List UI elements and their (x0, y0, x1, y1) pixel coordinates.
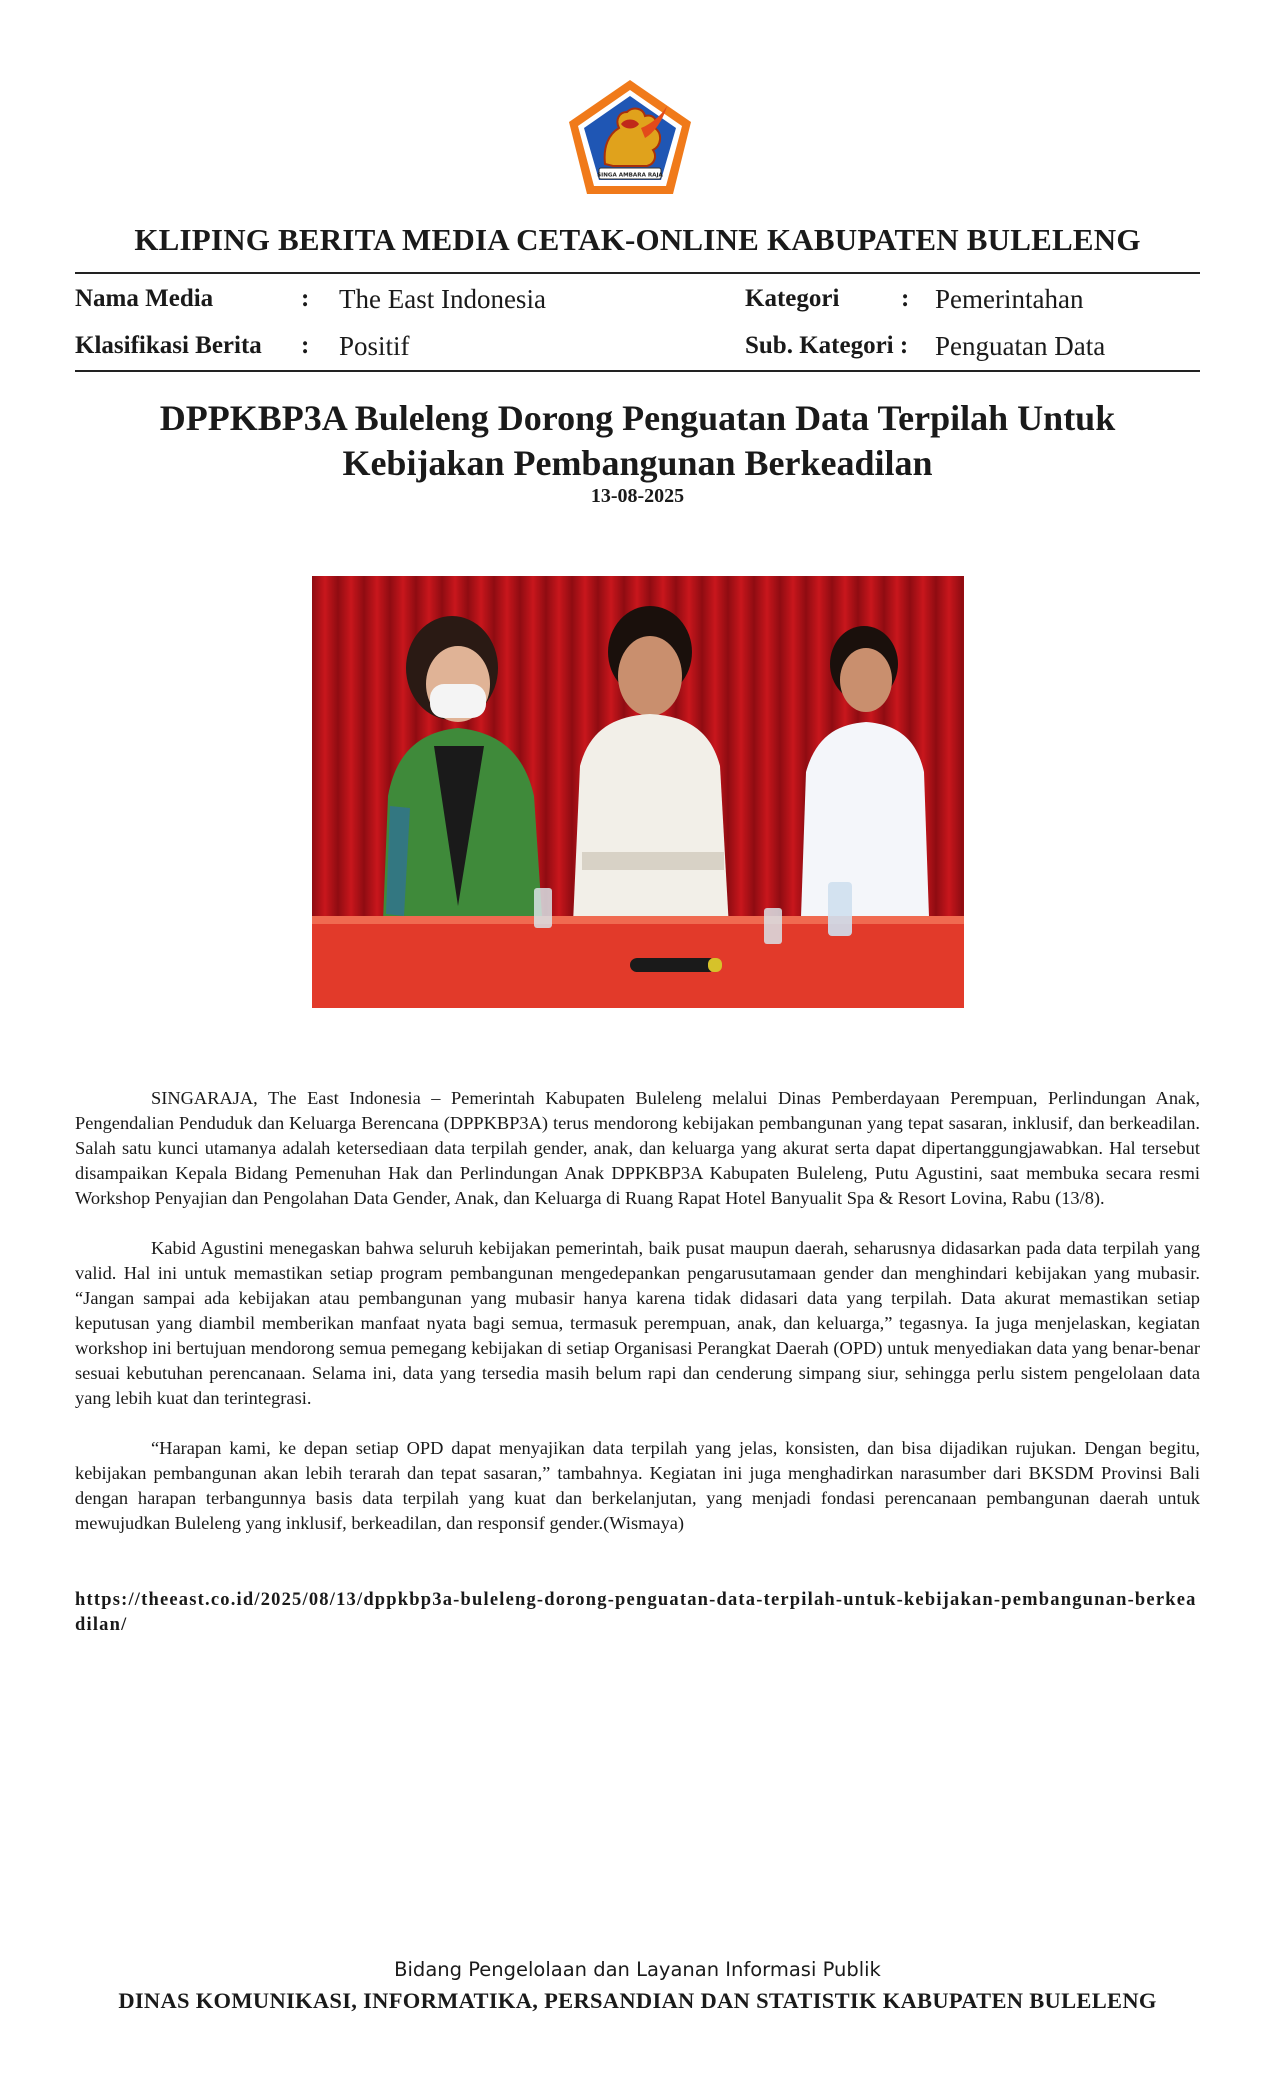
source-url-link[interactable]: https://theeast.co.id/2025/08/13/dppkbp3a-buleleng-dorong-penguatan-data-terpilah-untuk-kebijakan-pembangunan-berkeadilan/ (75, 1590, 1197, 1635)
nama-media-colon: : (301, 285, 310, 312)
kategori-value: Pemerintahan (935, 284, 1084, 314)
nama-media-value: The East Indonesia (339, 284, 546, 314)
article-paragraph-1: SINGARAJA, The East Indonesia – Pemerintah Kabupaten Buleleng melalui Dinas Pemberdayaan Perempuan, Perlindungan Anak, Pengendalian Penduduk dan Keluarga Berencana (DPPKBP3A) terus mendorong kebijakan pembangunan yang tepat sasaran, inklusif, dan berkeadilan. Salah satu kunci utamanya adalah ketersediaan data terpilah gender, anak, dan keluarga yang akurat serta dapat dipertanggungjawabkan. Hal tersebut disampaikan Kepala Bidang Pemenuhan Hak dan Perlindungan Anak DPPKBP3A Kabupaten Buleleng, Putu Agustini, saat membuka secara resmi Workshop Penyajian dan Pengolahan Data Gender, Anak, dan Keluarga di Ruang Rapat Hotel Banyualit Spa & Resort Lovina, Rabu (13/8). (75, 1088, 1200, 1208)
top-divider (75, 272, 1200, 274)
article-paragraph-3: “Harapan kami, ke depan setiap OPD dapat menyajikan data terpilah yang jelas, konsisten, dan bisa dijadikan rujukan. Dengan begitu, kebijakan pembangunan akan lebih terarah dan tepat sasaran,” tambahnya. Kegiatan ini juga menghadirkan narasumber dari BKSDM Provinsi Bali dengan harapan terbangunnya basis data terpilah yang kuat dan berkelanjutan, yang menjadi fondasi perencanaan pembangunan daerah untuk mewujudkan Buleleng yang inklusif, berkeadilan, dan responsif gender.(Wismaya) (75, 1438, 1200, 1533)
article-photo (312, 576, 964, 1008)
bottom-divider (75, 370, 1200, 372)
klasifikasi-colon: : (301, 332, 310, 359)
klasifikasi-label: Klasifikasi Berita (75, 332, 262, 359)
klasifikasi-value: Positif (339, 331, 410, 361)
article-body (75, 1086, 1200, 1561)
kategori-colon: : (901, 285, 910, 312)
footer-agency: DINAS KOMUNIKASI, INFORMATIKA, PERSANDIAN DAN STATISTIK KABUPATEN BULELENG (118, 1988, 1157, 2013)
article-paragraph-2: Kabid Agustini menegaskan bahwa seluruh kebijakan pemerintah, baik pusat maupun daerah, seharusnya didasarkan pada data terpilah yang valid. Hal ini untuk memastikan setiap program pembangunan mengedepankan pengarusutamaan gender dan menghindari kebijakan yang mubasir. “Jangan sampai ada kebijakan atau pembangunan yang mubasir hanya karena tidak didasari data yang terpilah. Data akurat memastikan setiap keputusan yang diambil memberikan manfaat nyata bagi semua, termasuk perempuan, anak, dan keluarga,” tegasnya. Ia juga menjelaskan, kegiatan workshop ini bertujuan mendorong semua pemegang kebijakan di setiap Organisasi Perangkat Daerah (OPD) untuk menyediakan data yang benar-benar sesuai kebutuhan perencanaan. Selama ini, data yang tersedia masih belum rapi dan cenderung simpang siur, sehingga perlu sistem pengelolaan data yang lebih kuat dan terintegrasi. (75, 1238, 1200, 1408)
article-date: 13-08-2025 (590, 485, 685, 507)
sub-kategori-label: Sub. Kategori : (745, 332, 909, 359)
buleleng-emblem-icon (563, 76, 697, 200)
nama-media-label: Nama Media (75, 285, 214, 312)
kategori-label: Kategori (745, 285, 840, 312)
footer-division: Bidang Pengelolaan dan Layanan Informasi Publik (394, 1958, 881, 1981)
emblem-motto: SINGA AMBARA RAJA (597, 172, 663, 179)
sub-kategori-value: Penguatan Data (935, 331, 1106, 361)
clipping-header-title: KLIPING BERITA MEDIA CETAK-ONLINE KABUPATEN BULELENG (134, 222, 1141, 257)
article-headline: DPPKBP3A Buleleng Dorong Penguatan Data Terpilah Untuk Kebijakan Pembangunan Berkeadilan (159, 398, 1116, 483)
